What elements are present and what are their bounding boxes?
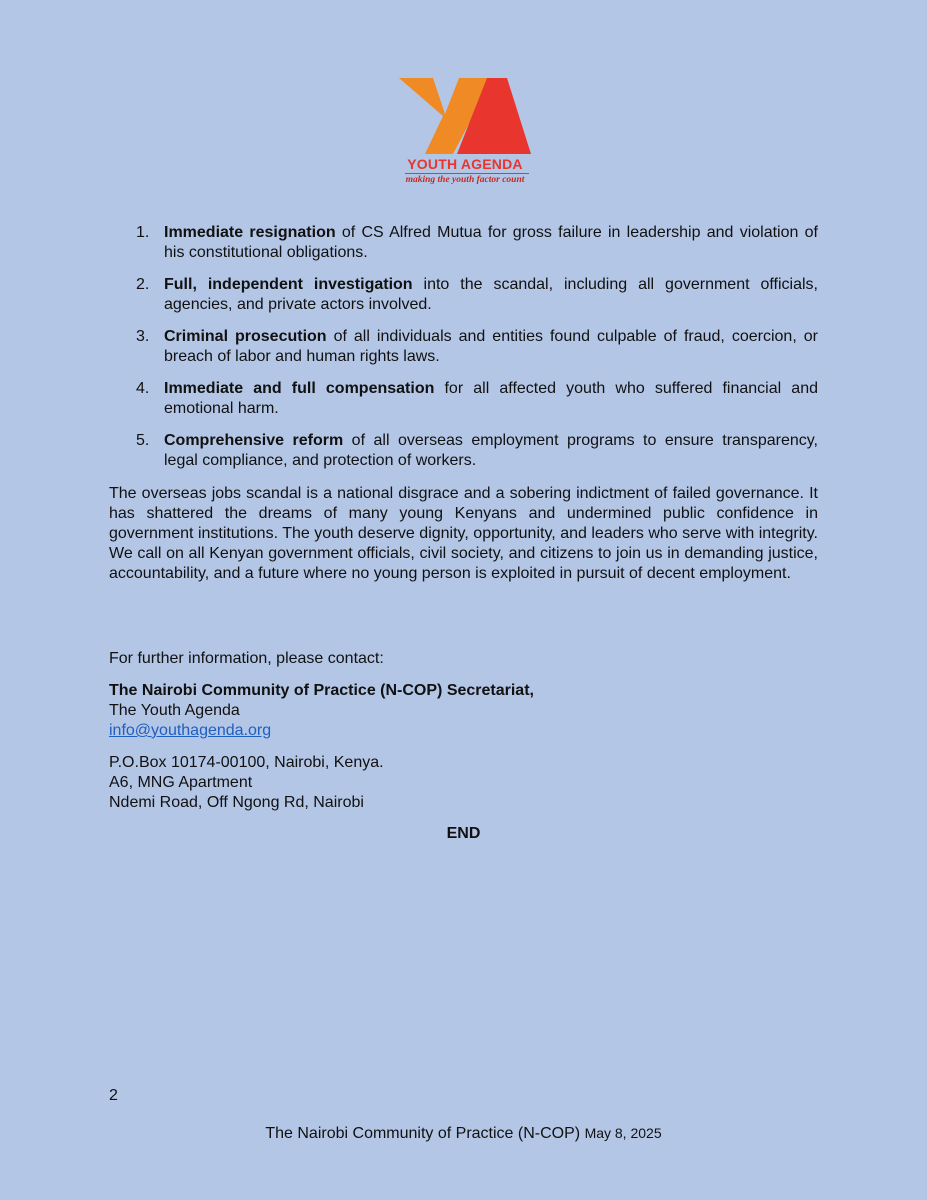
organization-name: The Youth Agenda [109,702,240,719]
demand-title: Comprehensive reform [164,432,344,449]
list-number: 3. [136,328,150,345]
demand-text: of all overseas employment programs to ensure transparency, legal compliance, and protection of workers. [164,432,819,469]
secretariat-name: The Nairobi Community of Practice (N-COP) Secretariat, [109,682,534,699]
logo-wordmark: YOUTH AGENDA [407,156,523,172]
list-number: 4. [136,380,150,397]
footer-org: The Nairobi Community of Practice (N-COP) [265,1125,581,1142]
demand-title: Immediate resignation [164,224,336,241]
list-item [109,327,818,367]
youth-agenda-logo [395,76,535,188]
address-line: Ndemi Road, Off Ngong Rd, Nairobi [109,794,364,811]
demand-title: Criminal prosecution [164,328,327,345]
demand-text: of all individuals and entities found culpable of fraud, coercion, or breach of labor and human rights laws. [164,328,818,365]
list-item [109,379,818,419]
demand-text: of CS Alfred Mutua for gross failure in leadership and violation of his constitutional obligations. [164,224,818,261]
contact-intro: For further information, please contact: [109,650,384,667]
footer-date: May 8, 2025 [584,1125,662,1141]
contact-block [109,681,534,741]
logo-mark-icon [395,76,535,156]
list-item [109,223,818,263]
list-number: 5. [136,432,150,449]
list-item [109,431,818,471]
demands-list [109,223,818,483]
postal-address [109,753,384,813]
email-link[interactable]: info@youthagenda.org [109,722,272,739]
demand-text: into the scandal, including all government officials, agencies, and private actors involved. [164,276,819,313]
demand-text: for all affected youth who suffered financial and emotional harm. [164,380,819,417]
end-marker: END [446,825,481,842]
page-footer [0,1125,927,1143]
logo-tagline: making the youth factor count [405,175,525,185]
demand-title: Full, independent investigation [164,276,413,293]
logo-divider [405,173,529,174]
closing-paragraph: The overseas jobs scandal is a national disgrace and a sobering indictment of failed governance. It has shattered the dreams of many young Kenyans and undermined public confidence in government institutions. The youth deserve dignity, opportunity, and leaders who serve with integrity. We call on all Kenyan government officials, civil society, and citizens to join us in demanding justice, accountability, and a future where no young person is exploited in pursuit of decent employment. [109,485,818,582]
list-item [109,275,818,315]
page-number: 2 [109,1087,118,1104]
address-line: A6, MNG Apartment [109,774,253,791]
address-line: P.O.Box 10174-00100, Nairobi, Kenya. [109,754,384,771]
list-number: 2. [136,276,150,293]
list-number: 1. [136,224,150,241]
demand-title: Immediate and full compensation [164,380,435,397]
